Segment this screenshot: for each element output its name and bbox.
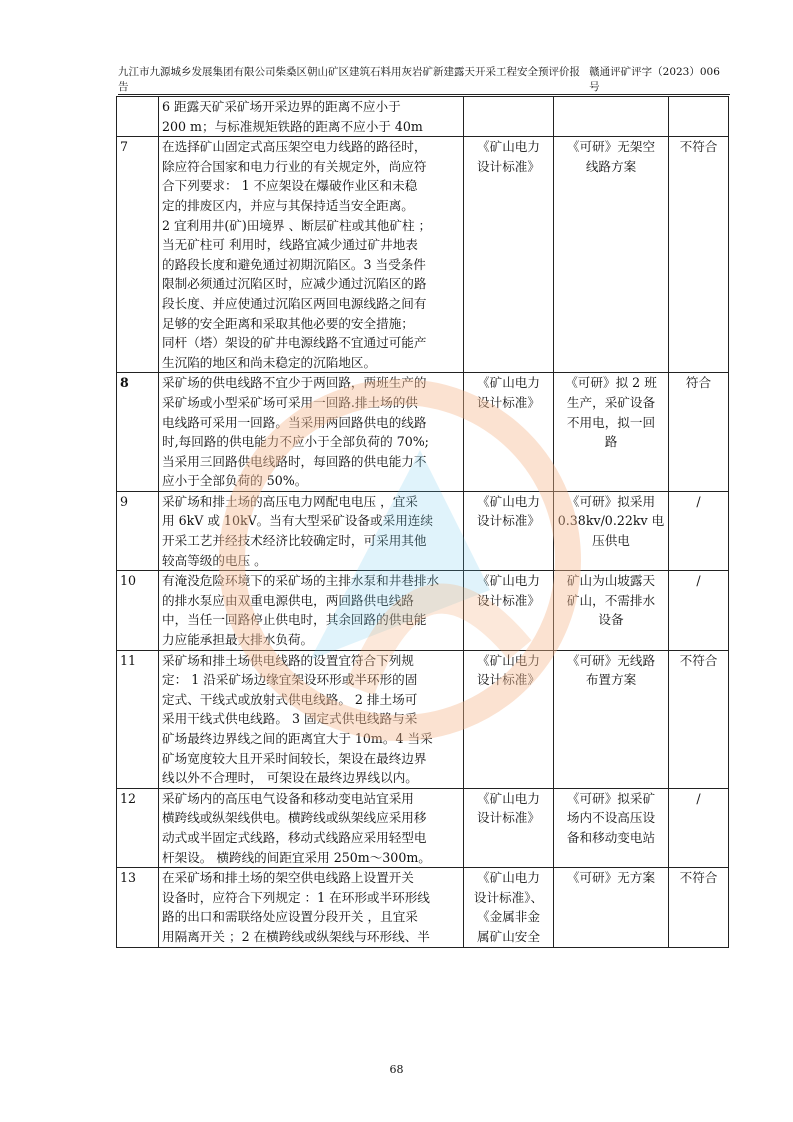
plan-line: 场内不设高压设 [566,810,656,826]
requirement-cell [159,571,464,650]
plan-cell [554,868,669,947]
table-row [117,97,729,137]
reference-line: 设计标准》 [477,672,540,688]
result-cell: / [669,788,729,867]
reference-line: 设计标准》、 [473,889,544,905]
result-cell: 符合 [669,373,729,492]
plan-cell [554,137,669,373]
table-row [117,491,729,570]
reference-line: 《矿山电力 [477,652,540,668]
plan-line: 0.38kv/0.22kv 电 [557,513,665,529]
result-cell: 不符合 [669,137,729,373]
requirement-line: 200 m；与标准规矩铁路的距离不应小于 40m [162,118,423,134]
requirement-line: 当采用三回路供电线路时，每回路的供电能力不 [162,453,427,469]
requirement-line: 电线路可采用一回路。当采用两回路供电的线路 [162,414,427,430]
requirement-cell [159,137,464,373]
requirement-line: 6 距露天矿采矿场开采边界的距离不应小于 [162,99,401,114]
requirement-line: 横跨线或纵架线供电。横跨线或纵架线应采用移 [162,810,427,826]
requirement-line: 采矿场或小型采矿场可采用一回路.排土场的供 [162,394,418,410]
requirement-line: 的排水泵应由双重电源供电，两回路供电线路 [162,592,414,608]
requirement-line: 矿场宽度较大且开采时间较长，架设在最终边界 [162,750,427,766]
row-number: 7 [117,137,159,373]
reference-cell [464,137,554,373]
requirement-cell [159,868,464,947]
requirement-line: 足够的安全距离和采取其他必要的安全措施； [162,315,414,331]
table-row [117,650,729,788]
requirement-cell [159,491,464,570]
plan-line: 不用电，拟一回 [566,414,656,430]
plan-cell [554,788,669,867]
reference-line: 《金属非金 [477,909,540,925]
requirement-line: 路的出口和需联络处应设置分段开关 ，且宜采 [162,909,418,925]
plan-line: 《可研》无线路 [566,652,656,668]
requirement-line: 采矿场内的高压电气设备和移动变电站宜采用 [162,790,414,806]
reference-line: 设计标准》 [477,158,540,174]
requirement-line: 动式或半固定式线路，移动式线路应采用轻型电 [162,829,427,845]
table-row [117,868,729,947]
requirement-line: 生沉陷的地区和尚未稳定的沉陷地区。 [162,354,377,370]
row-number: 12 [117,788,159,867]
plan-line: 压供电 [592,533,630,549]
reference-line: 《矿山电力 [477,790,540,806]
reference-line: 属矿山安全 [477,928,540,944]
reference-line: 设计标准》 [477,513,540,529]
plan-line: 线路方案 [585,158,637,174]
table-row [117,137,729,373]
plan-cell [554,97,669,137]
requirement-line: 用 6kV 或 10kV。当有大型采矿设备或采用连续 [162,513,433,529]
result-cell: 不符合 [669,650,729,788]
requirement-line: 定： 1 沿采矿场边缘宜架设环形或半环形的固 [162,672,418,688]
reference-cell [464,788,554,867]
requirement-line: 时,每回路的供电能力不应小于全部负荷的 70%; [162,434,429,450]
header-title: 九江市九源城乡发展集团有限公司柴桑区朝山矿区建筑石料用灰岩矿新建露天开采工程安全预评价报告 [118,66,580,93]
result-cell: 不符合 [669,868,729,947]
requirement-line: 定式、干线式或放射式供电线路。 2 排土场可 [162,691,418,707]
row-number: 13 [117,868,159,947]
requirement-line: 除应符合国家和电力行业的有关规定外，尚应符 [162,158,427,174]
requirement-cell [159,97,464,137]
requirement-line: 采矿场和排土场供电线路的设置宜符合下列规 [162,652,414,668]
row-number: 8 [117,373,159,492]
requirement-line: 限制必须通过沉陷区时，应减少通过沉陷区的路 [162,276,427,292]
requirement-cell [159,650,464,788]
requirement-line: 在选择矿山固定式高压架空电力线路的路径时， [162,139,427,155]
plan-cell [554,650,669,788]
row-number [117,97,159,137]
reference-cell [464,650,554,788]
result-cell [669,97,729,137]
row-number: 10 [117,571,159,650]
reference-cell [464,373,554,492]
requirement-line: 采矿场的供电线路不宜少于两回路，两班生产的 [162,375,427,391]
reference-line: 设计标准》 [477,592,540,608]
reference-line: 《矿山电力 [477,139,540,155]
requirement-line: 2 宜利用井(矿)田境界 、断层矿柱或其他矿柱 ； [162,217,432,233]
requirement-line: 力应能承担最大排水负荷。 [162,632,314,648]
requirement-line: 段长度、并应使通过沉陷区两回电源线路之间有 [162,295,427,311]
plan-line: 矿山，不需排水 [566,592,656,608]
reference-line: 《矿山电力 [477,375,540,391]
reference-cell [464,97,554,137]
header-rule [118,94,730,95]
requirement-line: 线以外不合理时， 可架设在最终边界线以内。 [162,770,418,786]
plan-line: 《可研》无架空 [566,139,656,155]
requirement-line: 矿场最终边界线之间的距离宜大于 10m。4 当采 [162,731,433,746]
result-cell: / [669,491,729,570]
reference-line: 设计标准》 [477,810,540,826]
requirement-line: 开采工艺并经技术经济比较确定时，可采用其他 [162,533,427,549]
reference-cell [464,491,554,570]
plan-cell [554,571,669,650]
row-number: 11 [117,650,159,788]
reference-cell [464,571,554,650]
plan-cell [554,373,669,492]
requirement-line: 杆架设。 横跨线的间距宜采用 250m～300m。 [162,849,431,865]
requirement-line: 有淹没危险环境下的采矿场的主排水泵和井巷排水 [162,573,440,589]
requirement-line: 同杆（塔）架设的矿井电源线路不宜通过可能产 [162,335,427,351]
table-row [117,788,729,867]
plan-line: 备和移动变电站 [566,829,656,845]
table-row [117,373,729,492]
plan-line: 《可研》无方案 [566,870,656,886]
reference-line: 《矿山电力 [477,870,540,886]
requirement-line: 采用干线式供电线路。 3 固定式供电线路与采 [162,711,418,727]
requirement-line: 当无矿柱可 利用时，线路宜减少通过矿井地表 [162,237,418,253]
plan-line: 设备 [598,612,624,628]
plan-line: 《可研》拟采用 [566,493,656,509]
row-number: 9 [117,491,159,570]
plan-cell [554,491,669,570]
reference-line: 《矿山电力 [477,573,540,589]
reference-line: 《矿山电力 [477,493,540,509]
safety-check-table [116,96,729,948]
requirement-line: 在采矿场和排土场的架空供电线路上设置开关 [162,870,414,886]
requirement-line: 应小于全部负荷的 50%。 [162,473,308,489]
requirement-cell [159,788,464,867]
page-number: 68 [389,1063,404,1076]
requirement-line: 中，当任一回路停止供电时，其余回路的供电能 [162,612,427,628]
requirement-line: 采矿场和排土场的高压电力网配电电压 ，宜采 [162,493,418,509]
reference-line: 设计标准》 [477,394,540,410]
requirement-cell [159,373,464,492]
requirement-line: 定的排废区内，并应与其保持适当安全距离。 [162,197,414,213]
result-cell: / [669,571,729,650]
table-row [117,571,729,650]
plan-line: 《可研》拟采矿 [566,790,656,806]
plan-line: 布置方案 [585,672,637,688]
plan-line: 路 [604,434,618,450]
plan-line: 《可研》拟 2 班 [565,375,657,391]
header-doc-number: 赣通评矿评字（2023）006号 [589,66,720,93]
plan-line: 生产，采矿设备 [566,394,656,410]
requirement-line: 设备时，应符合下列规定 ：1 在环形或半环形线 [162,889,430,905]
reference-cell [464,868,554,947]
requirement-line: 较高等级的电压 。 [162,552,267,568]
page-header [118,66,730,94]
requirement-line: 用隔离开关 ；2 在横跨线或纵架线与环形线、半 [162,928,430,944]
requirement-line: 的路段长度和避免通过初期沉陷区。3 当受条件 [162,256,426,272]
plan-line: 矿山为山坡露天 [566,573,656,589]
requirement-line: 合下列要求： 1 不应架设在爆破作业区和未稳 [162,178,418,194]
